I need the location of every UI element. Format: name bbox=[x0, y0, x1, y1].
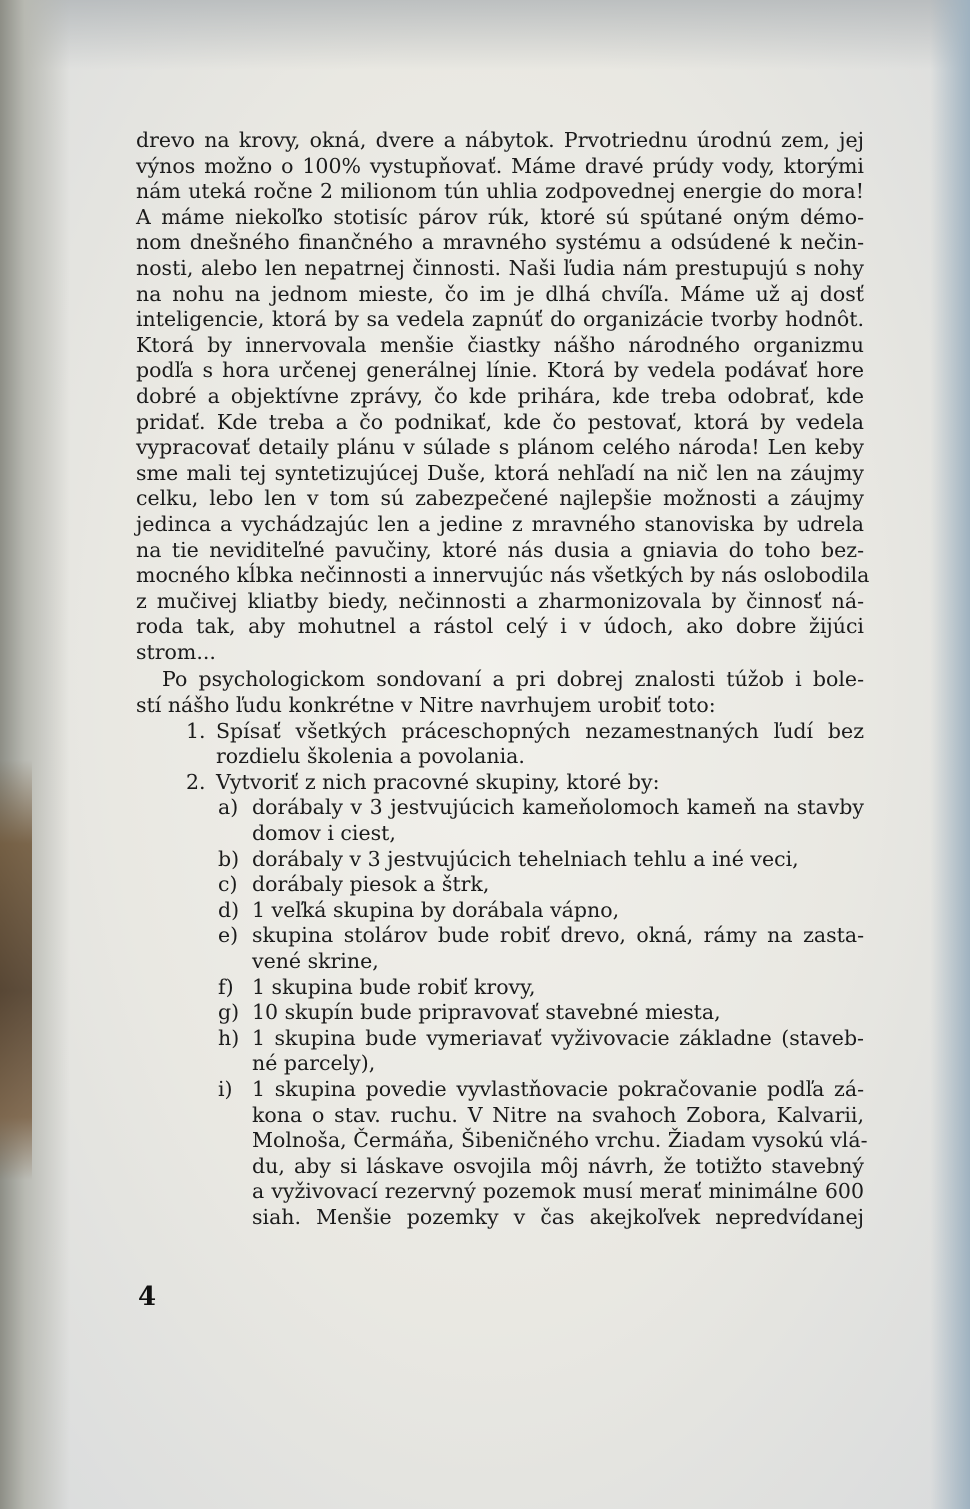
text-line: Ktorá by innervovala menšie čiastky nášho národného organizmu bbox=[136, 332, 864, 357]
text-line: dorábaly v 3 jestvujúcich tehelniach tehlu a iné veci, bbox=[252, 846, 799, 871]
text-line: vené skrine, bbox=[252, 949, 379, 973]
page-number: 4 bbox=[138, 1282, 157, 1312]
item-letter: e) bbox=[218, 923, 239, 948]
text-line: vypracovať detaily plánu v súlade s plánom celého národa! Len keby bbox=[136, 435, 864, 460]
text-line: kona o stav. ruchu. V Nitre na svahoch Zobora, Kalvarii, bbox=[252, 1102, 864, 1127]
text-line: dobré a objektívne zprávy, čo kde prihára, kde treba odobrať, kde bbox=[136, 383, 864, 408]
sublist-item bbox=[136, 847, 864, 873]
item-letter: a) bbox=[218, 795, 239, 820]
text-line: strom... bbox=[136, 639, 216, 664]
sublist-item bbox=[136, 923, 864, 974]
text-line: dorábaly piesok a štrk, bbox=[252, 872, 490, 897]
text-line: sme mali tej syntetizujúcej Duše, ktorá nehľadí na nič len na záujmy bbox=[136, 460, 864, 485]
text-line: né parcely), bbox=[252, 1051, 376, 1076]
text-line: nosti, alebo len nepatrnej činnosti. Naši ľudia nám prestupujú s nohy bbox=[136, 255, 864, 280]
paper-stain bbox=[0, 760, 32, 1180]
item-letter: d) bbox=[218, 897, 240, 922]
item-number: 1. bbox=[186, 718, 206, 743]
proposal-list bbox=[136, 719, 864, 796]
text-line: jedinca a vychádzajúc len a jedine z mravného stanoviska by udrela bbox=[136, 511, 864, 536]
text-line: skupina stolárov bude robiť drevo, okná, rámy na zasta- bbox=[252, 923, 864, 948]
text-line: Po psychologickom sondovaní a pri dobrej znalosti túžob i bole- bbox=[162, 667, 864, 692]
sublist-item bbox=[136, 872, 864, 898]
text-line: mocného kĺbka nečinnosti a innervujúc nás všetkých by nás oslobodila bbox=[136, 563, 870, 588]
text-line: Molnoša, Čermáňa, Šibeničného vrchu. Žiadam vysokú vlá- bbox=[252, 1128, 868, 1153]
text-line: celku, lebo len v tom sú zabezpečené najlepšie možnosti a záujmy bbox=[136, 486, 864, 511]
paper-left-edge bbox=[0, 0, 70, 1509]
text-line: výnos možno o 100% vystupňovať. Máme dravé prúdy vody, ktorými bbox=[136, 153, 864, 178]
text-line: rozdielu školenia a povolania. bbox=[216, 744, 525, 769]
text-line: Vytvoriť z nich pracovné skupiny, ktoré by: bbox=[216, 769, 660, 794]
text-line: dorábaly v 3 jestvujúcich kameňolomoch kameň na stavby bbox=[252, 795, 864, 820]
text-line: inteligencie, ktorá by sa vedela zapnúť do organizácie tvorby hodnôt. bbox=[136, 307, 864, 332]
sublist-item bbox=[136, 898, 864, 924]
list-item bbox=[136, 770, 864, 796]
sublist-item bbox=[136, 975, 864, 1001]
text-line: roda tak, aby mohutnel a rástol celý i v údoch, ako dobre žijúci bbox=[136, 614, 864, 639]
text-line: A máme niekoľko stotisíc párov rúk, ktoré sú spútané oným démo- bbox=[136, 204, 864, 229]
sublist-item bbox=[136, 1026, 864, 1077]
text-line: Spísať všetkých práceschopných nezamestnaných ľudí bez bbox=[216, 718, 864, 743]
item-letter: i) bbox=[218, 1076, 233, 1101]
item-letter: f) bbox=[218, 974, 234, 999]
intro-paragraph bbox=[136, 667, 864, 718]
sublist-item bbox=[136, 1076, 868, 1231]
list-item bbox=[136, 719, 864, 770]
text-line: z mučivej kliatby biedy, nečinnosti a zharmonizovala by činnosť ná- bbox=[136, 588, 864, 613]
group-sublist bbox=[136, 795, 868, 1230]
text-line: nám uteká ročne 2 milionom tún uhlia zodpovednej energie do mora! bbox=[136, 179, 864, 204]
text-line: drevo na krovy, okná, dvere a nábytok. Prvotriednu úrodnú zem, jej bbox=[136, 128, 864, 152]
item-number: 2. bbox=[186, 769, 206, 794]
item-letter: c) bbox=[218, 872, 238, 897]
body-paragraph bbox=[136, 128, 870, 665]
sublist-item bbox=[136, 1000, 864, 1026]
text-line: na nohu na jednom mieste, čo im je dlhá chvíľa. Máme už aj dosť bbox=[136, 281, 864, 306]
text-line: domov i ciest, bbox=[252, 821, 396, 846]
text-line: 1 skupina bude vymeriavať vyživovacie základne (staveb- bbox=[252, 1025, 864, 1050]
item-letter: b) bbox=[218, 846, 240, 871]
text-line: a vyživovací rezervný pozemok musí merať minimálne 600 bbox=[252, 1179, 864, 1204]
text-line: 1 skupina povedie vyvlastňovacie pokračovanie podľa zá- bbox=[252, 1076, 864, 1101]
page-text bbox=[136, 128, 870, 1231]
text-line: stí nášho ľudu konkrétne v Nitre navrhujem urobiť toto: bbox=[136, 693, 716, 718]
text-line: 1 veľká skupina by dorábala vápno, bbox=[252, 897, 620, 922]
text-line: nom dnešného finančného a mravného systému a odsúdené k nečin- bbox=[136, 230, 864, 255]
sublist-item bbox=[136, 795, 864, 846]
item-letter: h) bbox=[218, 1025, 240, 1050]
text-line: 10 skupín bude pripravovať stavebné miesta, bbox=[252, 1000, 721, 1025]
text-line: 1 skupina bude robiť krovy, bbox=[252, 974, 536, 999]
text-line: podľa s hora určenej generálnej línie. Ktorá by vedela podávať hore bbox=[136, 358, 864, 383]
text-line: siah. Menšie pozemky v čas akejkoľvek nepredvídanej bbox=[252, 1204, 864, 1229]
item-letter: g) bbox=[218, 1000, 240, 1025]
paper-top-shadow bbox=[0, 0, 970, 70]
text-line: na tie neviditeľné pavučiny, ktoré nás dusia a gniavia do toho bez- bbox=[136, 537, 864, 562]
text-line: du, aby si láskave osvojila môj návrh, že totižto stavebný bbox=[252, 1153, 864, 1178]
text-line: pridať. Kde treba a čo podnikať, kde čo pestovať, ktorá by vedela bbox=[136, 409, 864, 434]
paper-right-edge bbox=[930, 0, 970, 1509]
